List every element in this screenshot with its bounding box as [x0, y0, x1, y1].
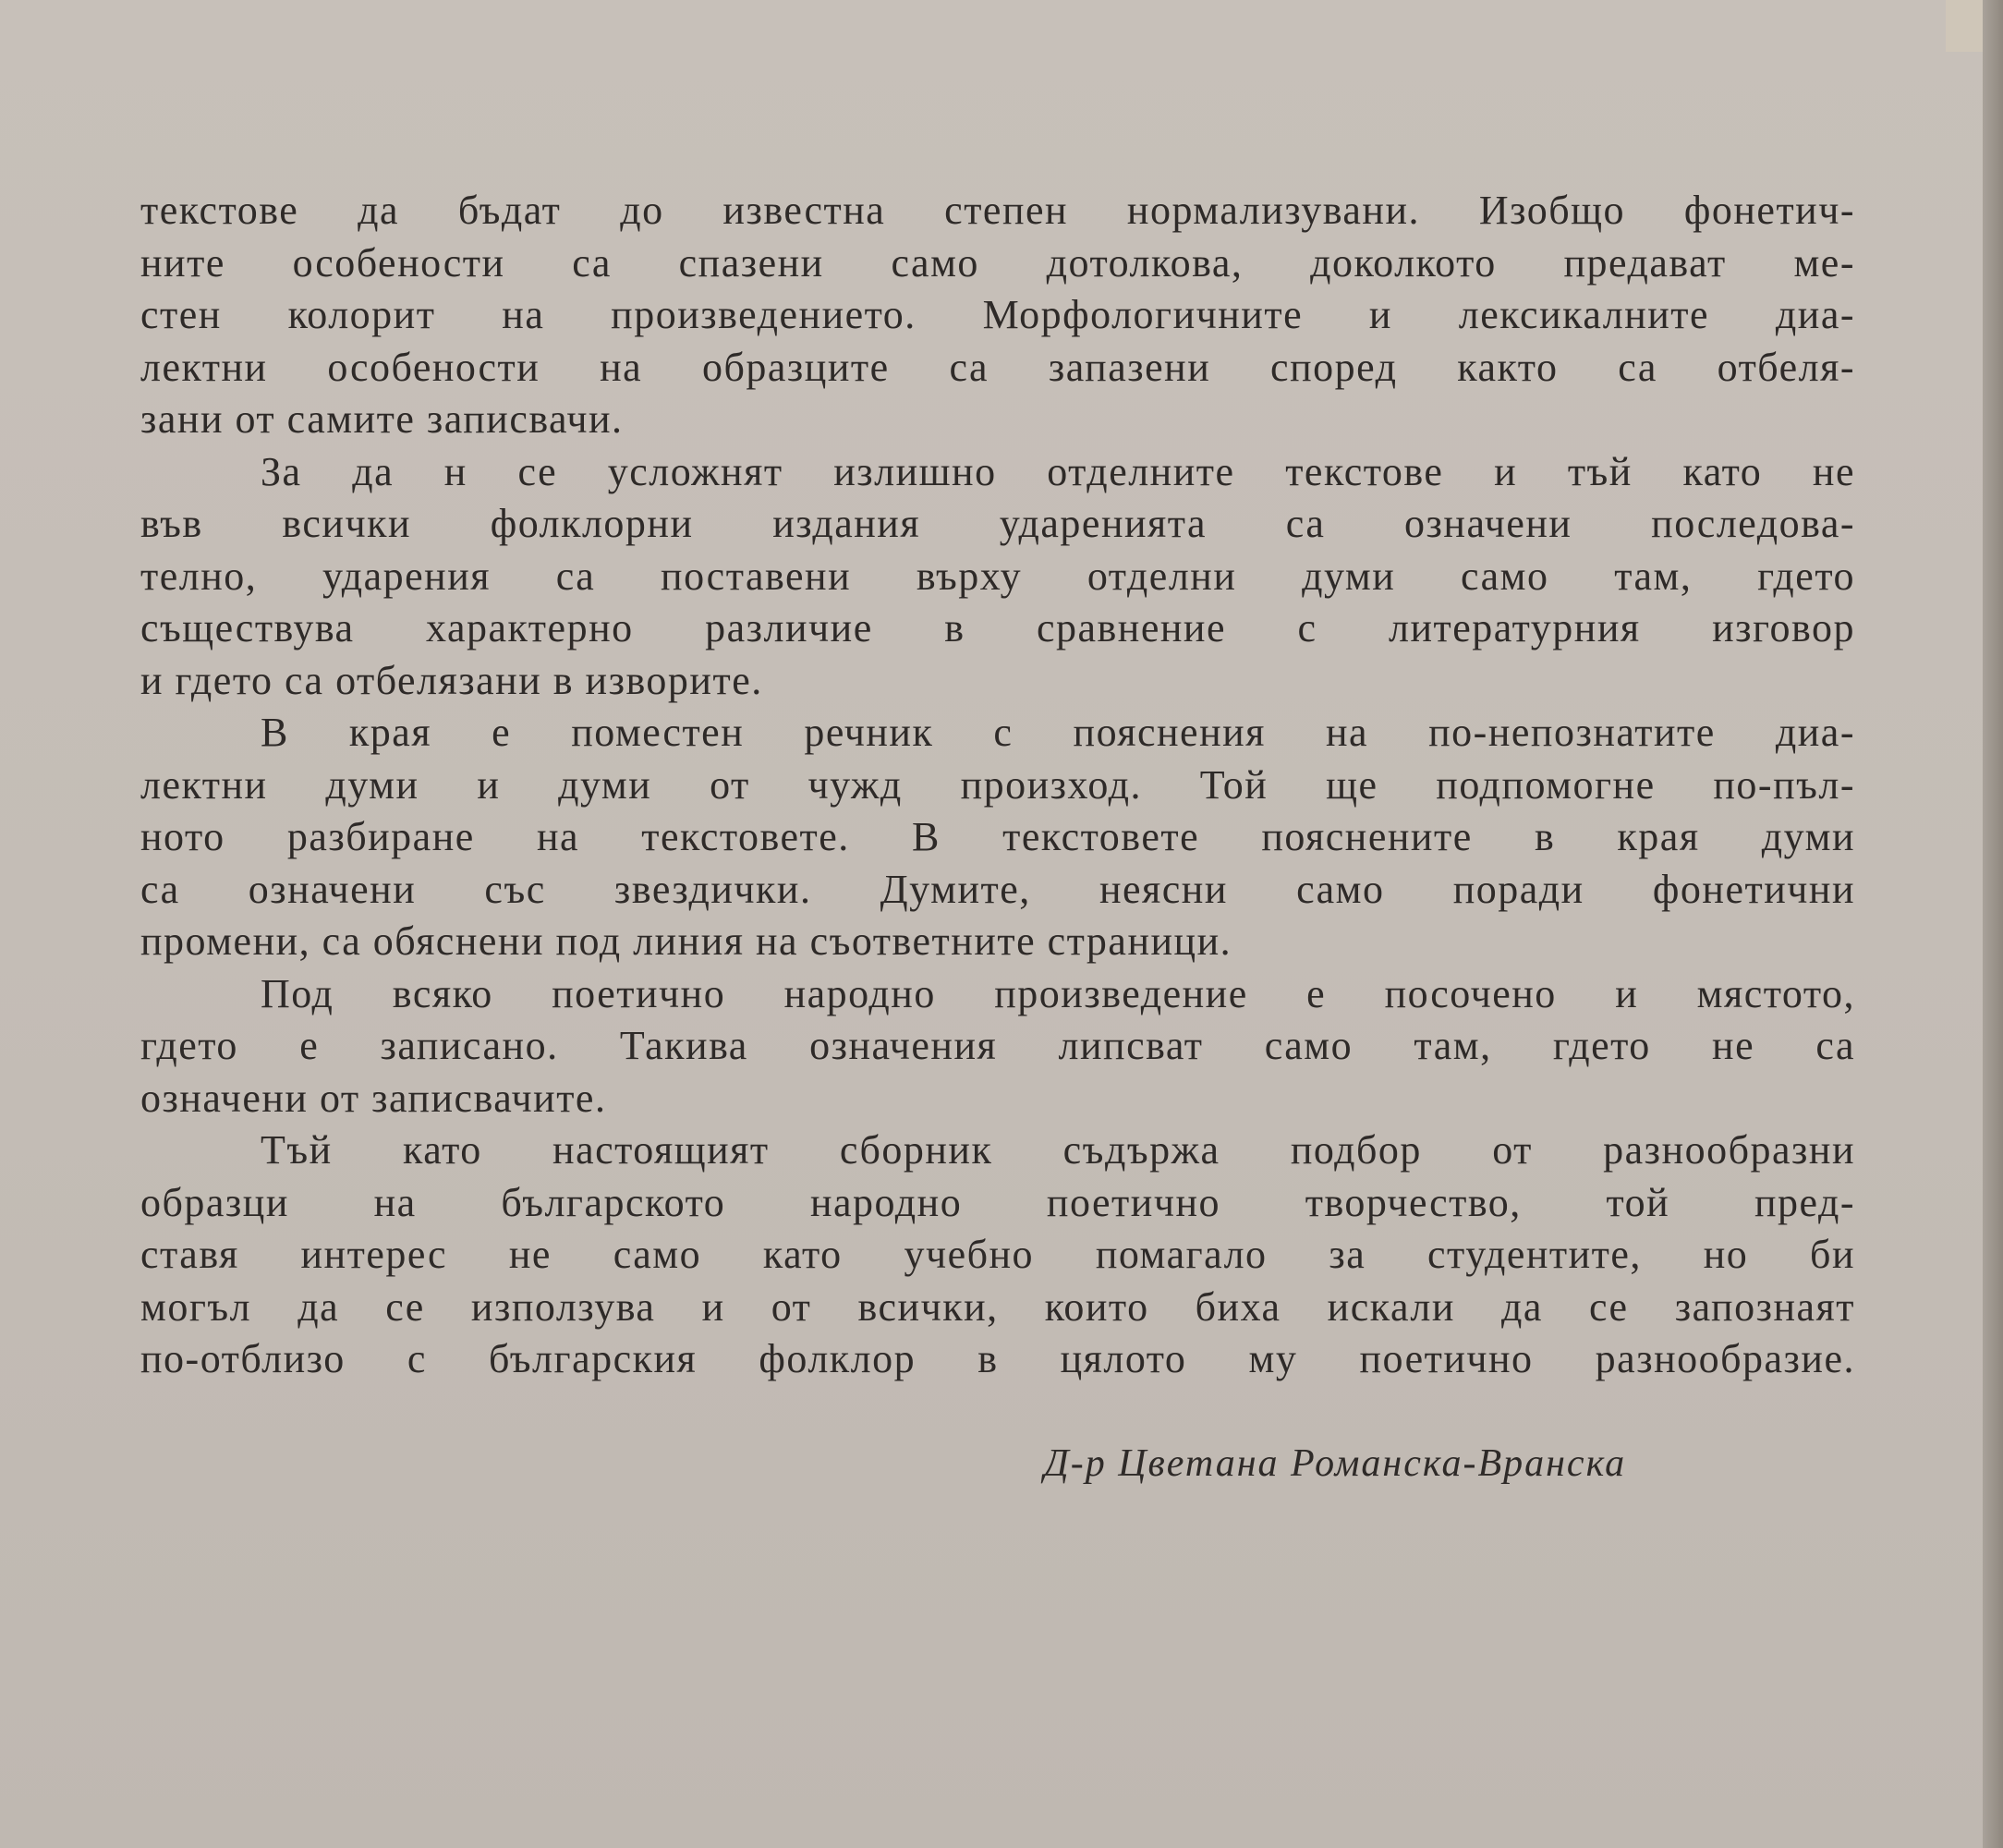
text-line: стен колорит на произведението. Морфологичните и лексикалните диа- [140, 292, 1855, 337]
text-line: са означени със звездички. Думите, неясни само поради фонетични [140, 866, 1855, 912]
text-line: ните особености са спазени само дотолкова, доколкото предават ме- [140, 239, 1855, 286]
page-corner [1946, 0, 1983, 52]
text-line: означени от записвачите. [140, 1075, 607, 1121]
paragraph [140, 968, 1855, 1125]
text-line: лектни думи и думи от чужд произход. Той ще подпомогне по-пъл- [140, 761, 1855, 808]
text-line: могъл да се използува и от всички, които биха искали да се запознаят [140, 1283, 1855, 1330]
text-line: Тъй като настоящият сборник съдържа подбор от разнообразни [261, 1127, 1855, 1173]
text-line: по-отблизо с българския фолклор в цялото му поетично разнообразие. [140, 1336, 1855, 1381]
text-line: телно, ударения са поставени върху отделни думи само там, гдето [140, 553, 1855, 599]
paragraph [140, 446, 1855, 708]
paragraph [140, 185, 1855, 446]
text-line: съществува характерно различие в сравнение с литературния изговор [140, 605, 1855, 650]
text-line: и гдето са отбелязани в изворите. [140, 657, 763, 703]
paragraph [140, 707, 1855, 968]
author-signature: Д-р Цветана Романска-Вранска [1044, 1442, 1627, 1485]
text-line: ното разбиране на текстовете. В текстовете пояснените в края думи [140, 814, 1855, 859]
page-edge [1983, 0, 2003, 1848]
text-line: зани от самите записвачи. [140, 396, 624, 442]
text-line: За да н се усложнят излишно отделните текстове и тъй като не [261, 448, 1855, 494]
text-line: гдето е записано. Такива означения липсват само там, гдето не са [140, 1023, 1855, 1068]
text-line: текстове да бъдат до известна степен нормализувани. Изобщо фонетич- [140, 188, 1855, 233]
paragraph [140, 1125, 1855, 1386]
text-line: В края е поместен речник с пояснения на по-непознатите диа- [261, 710, 1855, 755]
body-text [140, 185, 1855, 1386]
text-line: Под всяко поетично народно произведение е посочено и мястото, [261, 970, 1855, 1016]
text-line: във всички фолклорни издания ударенията са означени последова- [140, 501, 1855, 546]
text-line: ставя интерес не само като учебно помагало за студентите, но би [140, 1232, 1855, 1277]
text-line: промени, са обяснени под линия на съответните страници. [140, 918, 1232, 964]
text-line: образци на българското народно поетично творчество, той пред- [140, 1179, 1855, 1225]
text-line: лектни особености на образците са запазени според както са отбеля- [140, 344, 1855, 390]
